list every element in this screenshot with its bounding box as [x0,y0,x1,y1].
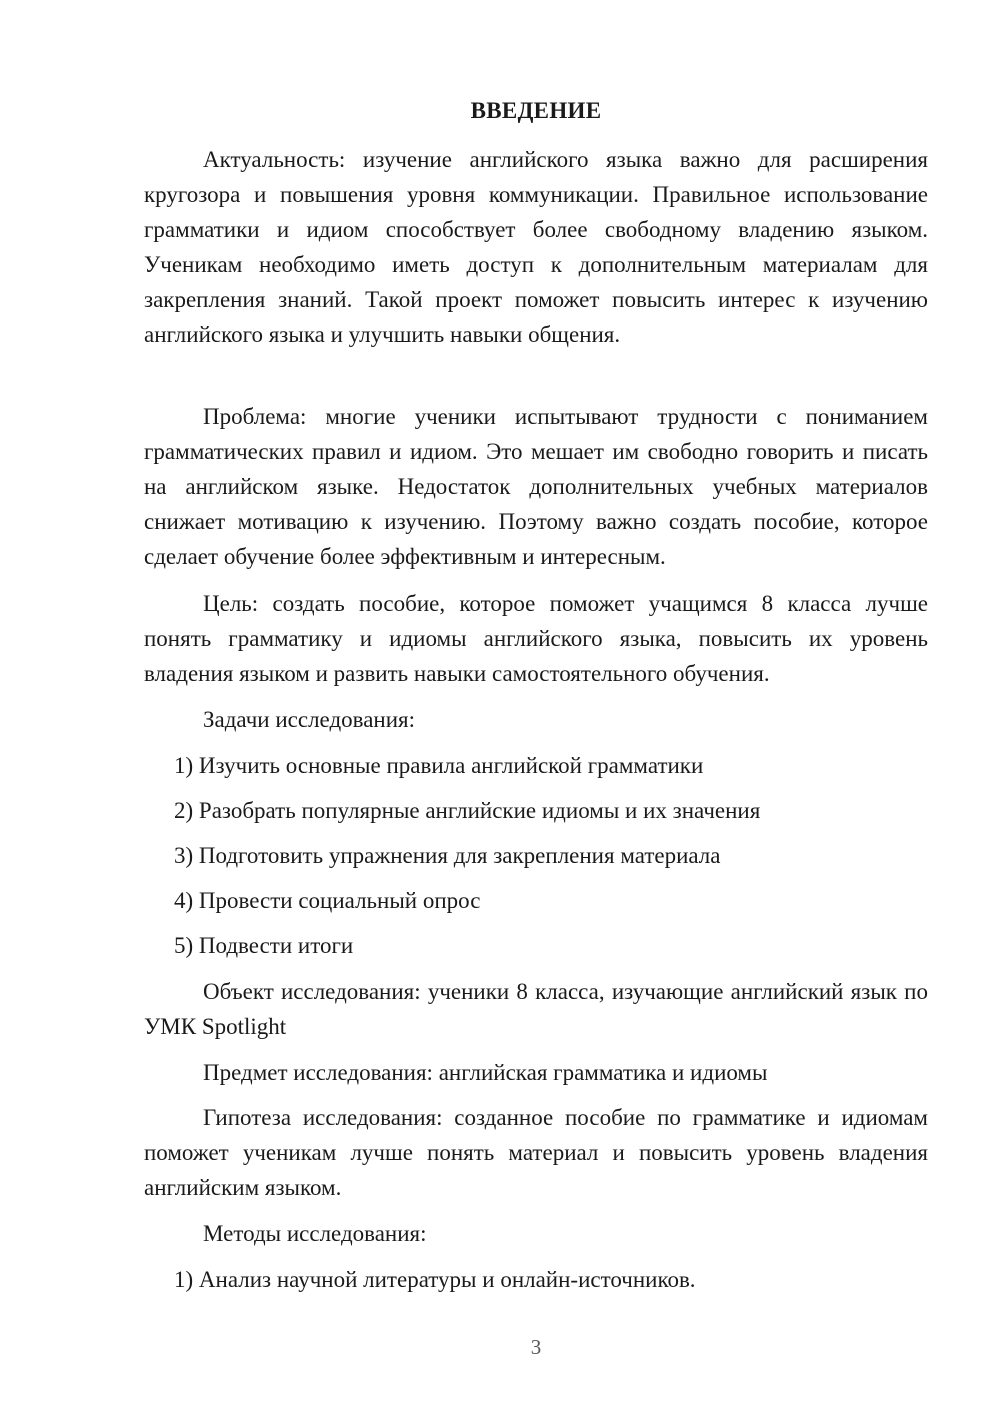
methods-title: Методы исследования: [203,1221,427,1246]
relevance-paragraph: Актуальность: изучение английского языка важно для расширения кругозора и повышения уровня коммуникации. Правильное использование грамматики и идиом способствует более свободному владению языком. Ученикам необходимо иметь доступ к дополнительным материалам для закрепления знаний. Такой проект поможет повысить интерес к изучению английского языка и улучшить навыки общения. [144,147,928,347]
method-item: 1) Анализ научной литературы и онлайн-источников. [174,1267,696,1292]
object-paragraph: Объект исследования: ученики 8 класса, изучающие английский язык по УМК Spotlight [144,979,928,1039]
task-item: 2) Разобрать популярные английские идиомы и их значения [174,798,761,823]
task-item: 4) Провести социальный опрос [174,888,481,913]
tasks-title: Задачи исследования: [203,707,416,732]
task-item: 5) Подвести итоги [174,933,354,958]
hypothesis-paragraph: Гипотеза исследования: созданное пособие по грамматике и идиомам поможет ученикам лучше понять материал и повысить уровень владения английским языком. [144,1105,928,1200]
section-heading: ВВЕДЕНИЕ [470,98,602,123]
page-number: 3 [530,1335,542,1359]
subject-paragraph: Предмет исследования: английская грамматика и идиомы [203,1060,768,1085]
task-item: 3) Подготовить упражнения для закрепления материала [174,843,721,868]
task-item: 1) Изучить основные правила английской грамматики [174,753,704,778]
problem-paragraph: Проблема: многие ученики испытывают трудности с пониманием грамматических правил и идиом. Это мешает им свободно говорить и писать на английском языке. Недостаток дополнительных учебных материалов снижает мотивацию к изучению. Поэтому важно создать пособие, которое сделает обучение более эффективным и интересным. [144,404,928,569]
goal-paragraph: Цель: создать пособие, которое поможет учащимся 8 класса лучше понять грамматику и идиомы английского языка, повысить их уровень владения языком и развить навыки самостоятельного обучения. [144,591,928,686]
